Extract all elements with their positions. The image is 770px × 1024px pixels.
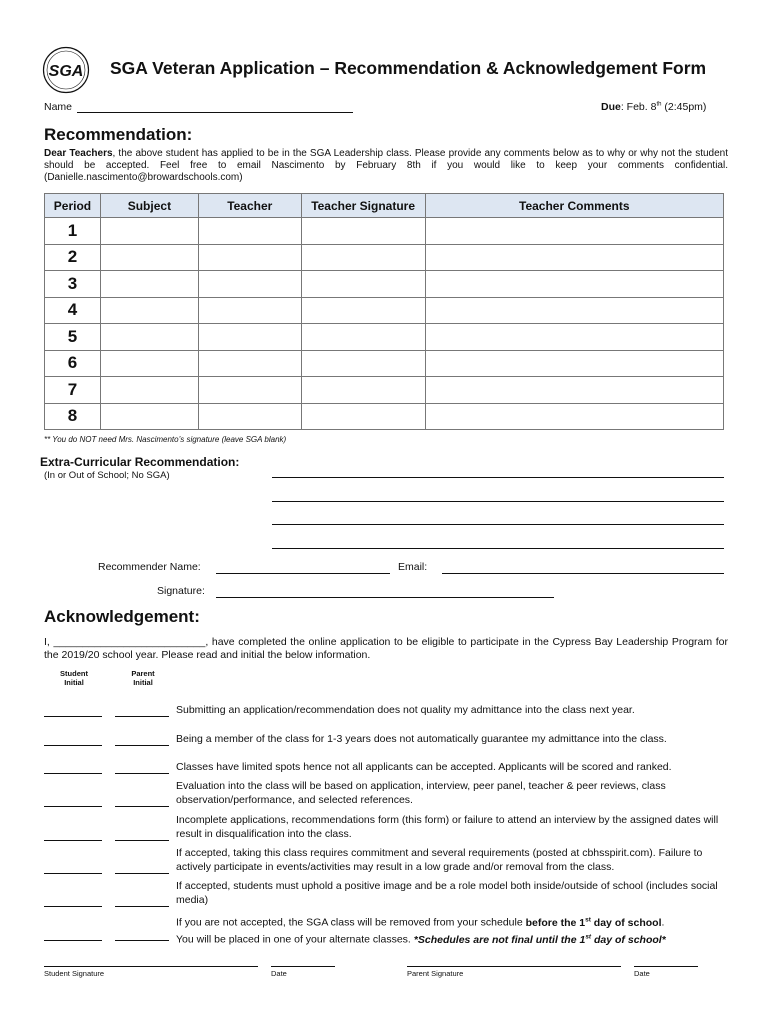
teacher-comments-cell[interactable]	[425, 244, 723, 271]
subject-cell[interactable]	[100, 324, 198, 351]
student-signature-line[interactable]	[44, 966, 258, 967]
student-initial-field[interactable]	[44, 906, 102, 907]
student-initial-field[interactable]	[44, 806, 102, 807]
subject-cell[interactable]	[100, 350, 198, 377]
ack-item-text: If you are not accepted, the SGA class will be removed from your schedule before the 1st day of school. You will be placed in one of your alternate classes. *Schedules are not final until the 1st day of school*	[176, 916, 666, 946]
ack-item-text: If accepted, taking this class requires commitment and several requirements (posted at cbhsspirit.com). Failure to actively participate in events/activities may result in a low grade and/or removal from the class.	[176, 847, 703, 873]
extra-comment-line[interactable]	[272, 548, 724, 549]
table-row	[45, 218, 724, 245]
parent-date-label: Date	[634, 969, 650, 978]
subject-cell[interactable]	[100, 218, 198, 245]
ack-item-text: Being a member of the class for 1-3 years does not automatically guarantee my admittance into the class.	[176, 733, 667, 745]
recommender-signature-field[interactable]	[216, 597, 554, 598]
table-row	[45, 297, 724, 324]
parent-date-line[interactable]	[634, 966, 698, 967]
recommendation-intro: Dear Teachers, the above student has applied to be in the SGA Leadership class. Please provide any comments below as to why or why not the student should be accepted. Feel free to email Nascimento by February 8th if you would like to keep your comments confidential. (Danielle.nascimento@browardschools.com)	[44, 148, 728, 183]
student-initial-field[interactable]	[44, 745, 102, 746]
teacher-signature-cell[interactable]	[301, 377, 425, 404]
teacher-cell[interactable]	[198, 377, 301, 404]
period-number: 1	[45, 218, 101, 245]
parent-signature-line[interactable]	[407, 966, 621, 967]
subject-cell[interactable]	[100, 297, 198, 324]
column-header-subject: Subject	[100, 194, 198, 218]
ack-item-text: Incomplete applications, recommendations form (this form) or failure to attend an interview by the assigned dates will result in disqualification into the class.	[176, 814, 719, 840]
extra-comment-line[interactable]	[272, 477, 724, 478]
column-header-period: Period	[45, 194, 101, 218]
period-number: 2	[45, 244, 101, 271]
teacher-signature-cell[interactable]	[301, 218, 425, 245]
parent-initial-field[interactable]	[115, 873, 169, 874]
teacher-comments-cell[interactable]	[425, 324, 723, 351]
teacher-signature-cell[interactable]	[301, 271, 425, 298]
ack-item-text: Submitting an application/recommendation does not quality my admittance into the class next year.	[176, 704, 635, 716]
period-number: 4	[45, 297, 101, 324]
table-row	[45, 271, 724, 298]
teacher-signature-cell[interactable]	[301, 403, 425, 430]
student-initial-field[interactable]	[44, 940, 102, 941]
teacher-cell[interactable]	[198, 218, 301, 245]
due-date: Due: Feb. 8th (2:45pm)	[601, 101, 707, 113]
subject-cell[interactable]	[100, 377, 198, 404]
student-initial-field[interactable]	[44, 773, 102, 774]
parent-initial-field[interactable]	[115, 716, 169, 717]
parent-initial-field[interactable]	[115, 906, 169, 907]
ack-item-text: Evaluation into the class will be based on application, interview, peer panel, teacher & peer reviews, class observation/performance, and selected references.	[176, 780, 666, 806]
period-number: 3	[45, 271, 101, 298]
parent-initial-field[interactable]	[115, 940, 169, 941]
period-number: 5	[45, 324, 101, 351]
teacher-signature-cell[interactable]	[301, 324, 425, 351]
table-row	[45, 350, 724, 377]
teacher-comments-cell[interactable]	[425, 350, 723, 377]
name-field[interactable]	[77, 112, 353, 113]
subject-cell[interactable]	[100, 271, 198, 298]
svg-text:SGA: SGA	[48, 63, 84, 80]
table-row	[45, 377, 724, 404]
extra-comment-line[interactable]	[272, 524, 724, 525]
parent-initial-field[interactable]	[115, 840, 169, 841]
acknowledgement-intro: I, __________________________, have completed the online application to be eligible to participate in the Cypress Bay Leadership Program for the 2019/20 school year. Please read and initial the below information.	[44, 636, 728, 661]
extra-curricular-subtitle: (In or Out of School; No SGA)	[44, 470, 170, 481]
student-date-label: Date	[271, 969, 287, 978]
teacher-comments-cell[interactable]	[425, 377, 723, 404]
teacher-comments-cell[interactable]	[425, 297, 723, 324]
subject-cell[interactable]	[100, 403, 198, 430]
recommendation-heading: Recommendation:	[44, 125, 193, 144]
teacher-cell[interactable]	[198, 403, 301, 430]
email-field[interactable]	[442, 573, 724, 574]
teacher-cell[interactable]	[198, 244, 301, 271]
student-name-blank[interactable]: __________________________	[53, 636, 206, 648]
parent-initial-field[interactable]	[115, 773, 169, 774]
column-header-teacher-comments: Teacher Comments	[425, 194, 723, 218]
teacher-cell[interactable]	[198, 297, 301, 324]
period-number: 7	[45, 377, 101, 404]
sga-logo	[42, 46, 90, 94]
parent-signature-label: Parent Signature	[407, 969, 464, 978]
teacher-cell[interactable]	[198, 324, 301, 351]
teacher-comments-cell[interactable]	[425, 218, 723, 245]
form-title: SGA Veteran Application – Recommendation & Acknowledgement Form	[110, 58, 707, 78]
parent-initial-header: Parent Initial	[131, 669, 155, 687]
extra-curricular-heading: Extra-Curricular Recommendation:	[40, 455, 240, 469]
signature-label: Signature:	[157, 585, 205, 597]
teacher-recommendation-table	[44, 193, 724, 430]
period-number: 8	[45, 403, 101, 430]
teacher-cell[interactable]	[198, 271, 301, 298]
teacher-signature-cell[interactable]	[301, 297, 425, 324]
student-initial-header: Student Initial	[60, 669, 88, 687]
extra-comment-line[interactable]	[272, 501, 724, 502]
table-row	[45, 324, 724, 351]
student-initial-field[interactable]	[44, 840, 102, 841]
ack-item-text: If accepted, students must uphold a positive image and be a role model both inside/outside of school (includes social media)	[176, 880, 718, 906]
parent-initial-field[interactable]	[115, 745, 169, 746]
name-label: Name	[44, 101, 73, 113]
table-header-row	[45, 194, 724, 218]
column-header-teacher-signature: Teacher Signature	[301, 194, 425, 218]
subject-cell[interactable]	[100, 244, 198, 271]
teacher-comments-cell[interactable]	[425, 271, 723, 298]
period-number: 6	[45, 350, 101, 377]
student-initial-field[interactable]	[44, 873, 102, 874]
recommender-name-label: Recommender Name:	[98, 561, 201, 573]
acknowledgement-heading: Acknowledgement:	[44, 607, 200, 626]
parent-initial-field[interactable]	[115, 806, 169, 807]
student-signature-label: Student Signature	[44, 969, 105, 978]
teacher-cell[interactable]	[198, 350, 301, 377]
student-initial-field[interactable]	[44, 716, 102, 717]
signature-note: ** You do NOT need Mrs. Nascimento’s signature (leave SGA blank)	[44, 435, 287, 444]
table-row	[45, 403, 724, 430]
student-date-line[interactable]	[271, 966, 335, 967]
teacher-comments-cell[interactable]	[425, 403, 723, 430]
teacher-signature-cell[interactable]	[301, 350, 425, 377]
recommender-name-field[interactable]	[216, 573, 390, 574]
email-label: Email:	[398, 561, 428, 573]
column-header-teacher: Teacher	[198, 194, 301, 218]
teacher-signature-cell[interactable]	[301, 244, 425, 271]
ack-item-text: Classes have limited spots hence not all applicants can be accepted. Applicants will be scored and ranked.	[176, 761, 672, 773]
table-row	[45, 244, 724, 271]
